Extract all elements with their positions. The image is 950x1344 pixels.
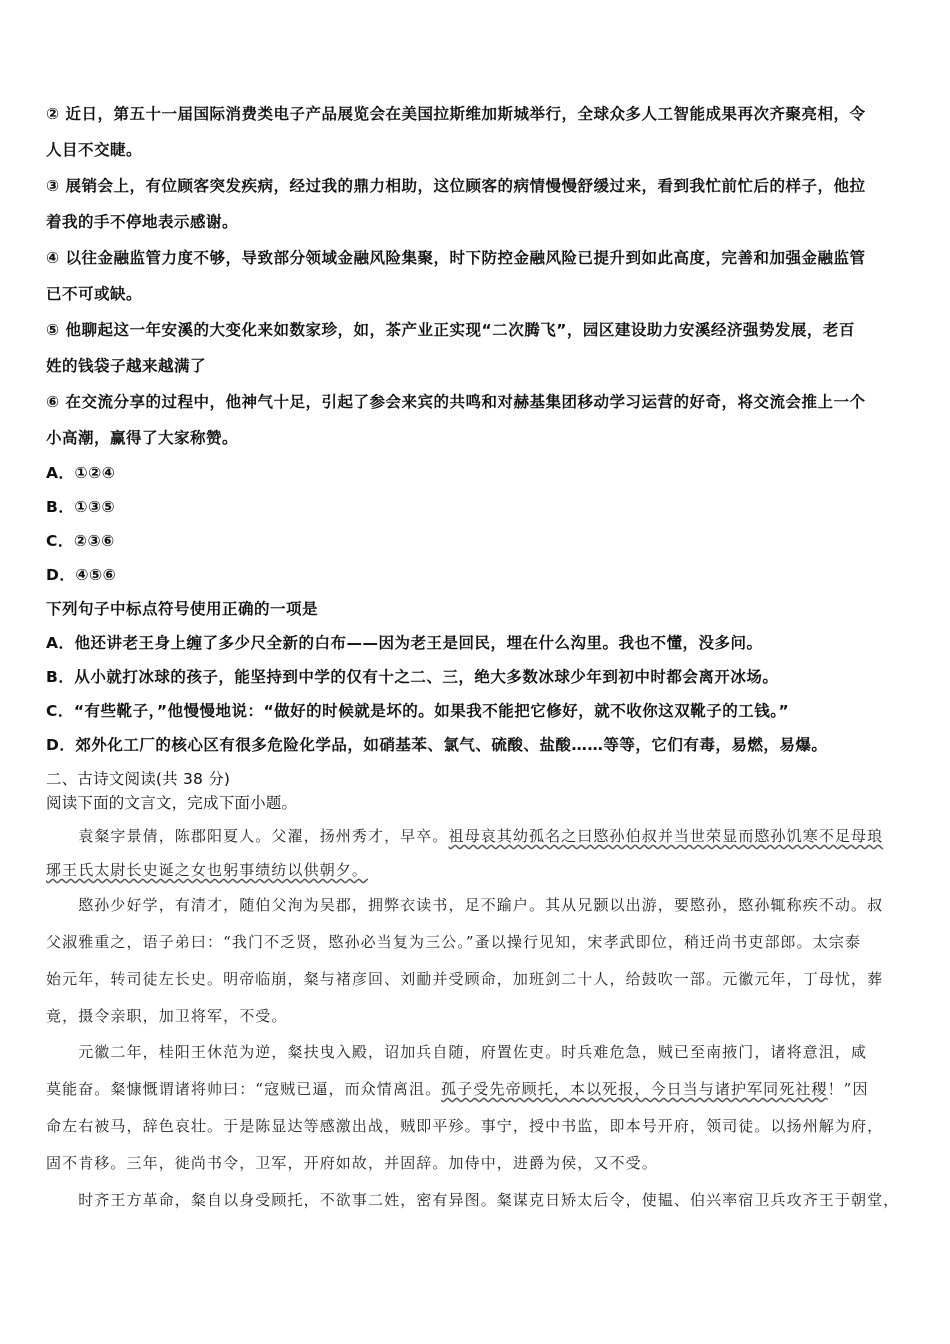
sentence-5-line-2: 姓的钱袋子越来越满了 (46, 357, 207, 375)
q2-option-b: B．从小就打冰球的孩子，能坚持到中学的仅有十之二、三，绝大多数冰球少年到初中时都会离开冰场。 (46, 668, 779, 686)
option-b: B．①③⑤ (46, 498, 116, 516)
passage-text: 袁粲字景倩，陈郡阳夏人。父濯，扬州秀才，早卒。 (46, 827, 449, 845)
sentence-5-line-1: ⑤ 他聊起这一年安溪的大变化来如数家珍，如，茶产业正实现“二次腾飞”，园区建设助力安溪经济强势发展，老百 (46, 321, 855, 339)
passage-p1-line-1 (46, 825, 883, 846)
section-heading: 二、古诗文阅读(共 38 分) (46, 770, 231, 788)
passage-p4-line-1: 时齐王方革命，粲自以身受顾托，不欲事二姓，密有异图。粲谋克日矫太后令，使韫、伯兴率宿卫兵攻齐王于朝堂， (46, 1191, 900, 1209)
passage-p2-line-3: 始元年，转司徒左长史。明帝临崩，粲与褚彦回、刘勔并受顾命，加班剑二十人，给鼓吹一部。元徽元年，丁母忧，葬 (46, 970, 884, 988)
q2-option-a: A．他还讲老王身上缠了多少尺全新的白布——因为老王是回民，埋在什么沟里。我也不懂，没多问。 (46, 634, 763, 652)
option-c: C．②③⑥ (46, 532, 115, 550)
underlined-passage: 祖母哀其幼孤名之曰愍孙伯叔并当世荣显而愍孙饥寒不足母琅 (448, 827, 884, 845)
option-a: A．①②④ (46, 464, 116, 482)
question-stem: 下列句子中标点符号使用正确的一项是 (46, 600, 319, 618)
passage-p3-line-1: 元徽二年，桂阳王休范为逆，粲扶曳入殿，诏加兵自随，府置佐吏。时兵难危急，贼已至南掖门，诸将意沮，咸 (46, 1043, 868, 1061)
q2-option-d: D．郊外化工厂的核心区有很多危险化学品，如硝基苯、氯气、硫酸、盐酸……等等，它们有毒，易燃，易爆。 (46, 736, 828, 754)
sentence-3-line-2: 着我的手不停地表示感谢。 (46, 213, 239, 231)
passage-text: ！”因 (827, 1080, 869, 1098)
underlined-passage: 孤子受先帝顾托，本以死报，今日当与诸护军同死社稷 (441, 1080, 828, 1098)
q2-option-c: C．“有些靴子，”他慢慢地说：“做好的时候就是坏的。如果我不能把它修好，就不收你这双靴子的工钱。” (46, 702, 790, 720)
sentence-2-line-1: ② 近日，第五十一届国际消费类电子产品展览会在美国拉斯维加斯城举行，全球众多人工智能成果再次齐聚亮相，令 (46, 105, 866, 123)
passage-p2-line-2: 父淑雅重之，语子弟曰：“我门不乏贤，愍孙必当复为三公。”蚤以操行见知，宋孝武即位，稍迁尚书吏部郎。太宗泰 (46, 933, 862, 951)
passage-p3-line-3: 命左右被马，辞色哀壮。于是陈显达等感激出战，贼即平殄。事宁，授中书监，即本号开府，领司徒。以扬州解为府， (46, 1117, 884, 1135)
passage-p2-line-4: 竟，摄令亲职，加卫将军，不受。 (46, 1007, 288, 1025)
sentence-6-line-2: 小高潮，赢得了大家称赞。 (46, 429, 239, 447)
sentence-6-line-1: ⑥ 在交流分享的过程中，他神气十足，引起了参会来宾的共鸣和对赫基集团移动学习运营的好奇，将交流会推上一个 (46, 393, 866, 411)
option-d: D．④⑤⑥ (46, 566, 117, 584)
passage-text: 莫能奋。粲慷慨谓诸将帅曰：“寇贼已逼，而众情离沮。 (46, 1080, 442, 1098)
section-instruction: 阅读下面的文言文，完成下面小题。 (46, 794, 298, 812)
passage-p3-line-2 (46, 1078, 869, 1099)
sentence-4-line-1: ④ 以往金融监管力度不够，导致部分领域金融风险集聚，时下防控金融风险已提升到如此高度，完善和加强金融监管 (46, 249, 866, 267)
sentence-4-line-2: 已不可或缺。 (46, 285, 143, 303)
underlined-passage: 琊王氏太尉长史诞之女也躬事绩纺以供朝夕。 (46, 861, 369, 879)
sentence-2-line-2: 人目不交睫。 (46, 141, 143, 159)
passage-p2-line-1: 愍孙少好学，有清才，随伯父洵为吴郡，拥弊衣读书，足不踰户。其从兄颢以出游，要愍孙，愍孙辄称疾不动。叔 (46, 896, 884, 914)
passage-p1-line-2 (46, 859, 368, 880)
sentence-3-line-1: ③ 展销会上，有位顾客突发疾病，经过我的鼎力相助，这位顾客的病情慢慢舒缓过来，看到我忙前忙后的样子，他拉 (46, 177, 866, 195)
passage-p3-line-4: 固不肯移。三年，徙尚书令，卫军，开府如故，并固辞。加侍中，进爵为侯，又不受。 (46, 1154, 658, 1172)
